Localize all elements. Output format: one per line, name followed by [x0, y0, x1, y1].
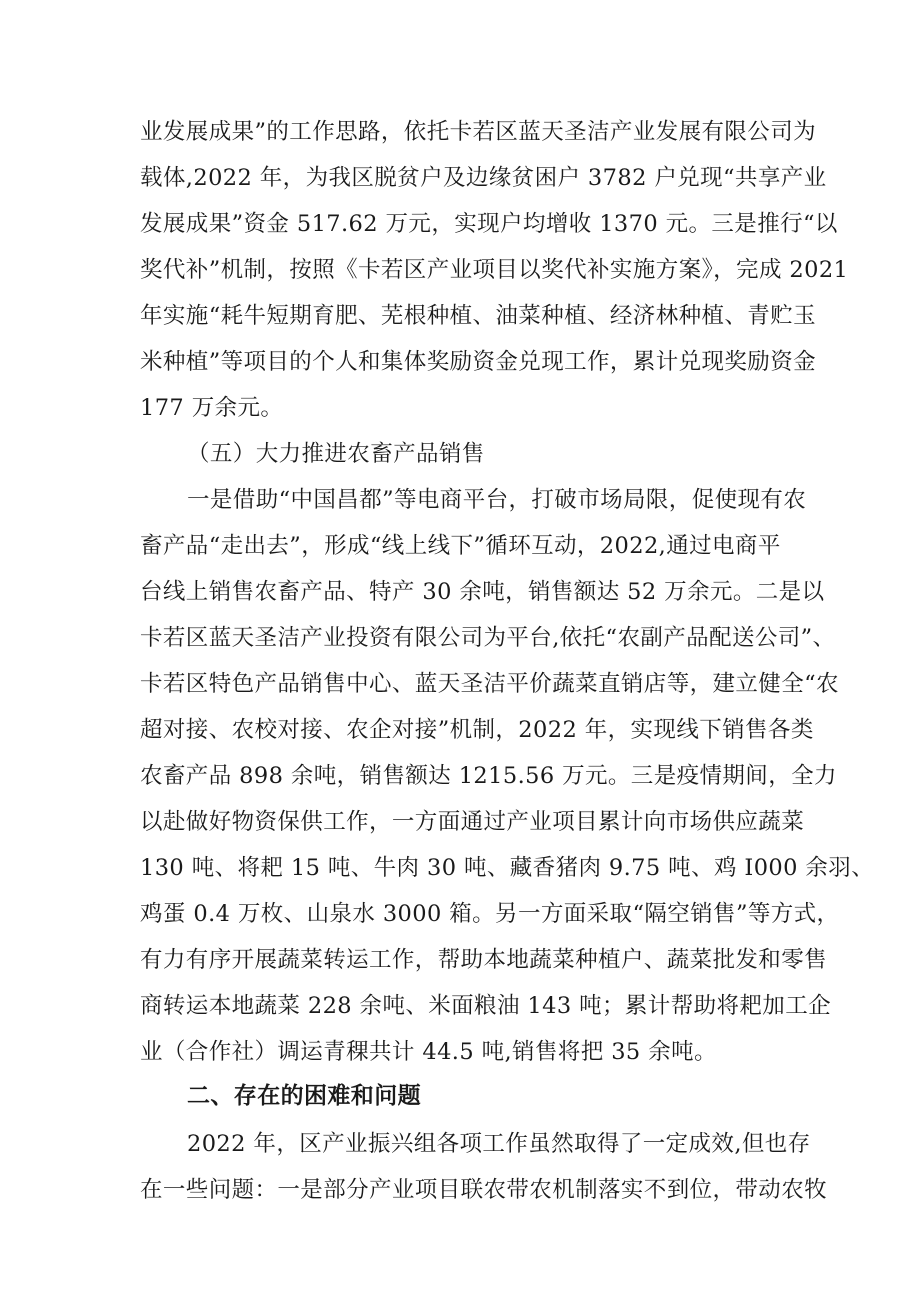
- paragraph-first-line: 2022 年，区产业振兴组各项工作虽然取得了一定成效,但也存: [187, 1131, 811, 1157]
- text-line: 发展成果”资金 517.62 万元，实现户均增收 1370 元。三是推行“以: [140, 211, 838, 237]
- text-line: 年实施“耗牛短期育肥、芜根种植、油菜种植、经济林种植、青贮玉: [140, 303, 817, 329]
- text-line: 卡若区蓝天圣洁产业投资有限公司为平台,依托“农副产品配送公司”、: [140, 625, 836, 651]
- text-line: 卡若区特色产品销售中心、蓝天圣洁平价蔬菜直销店等，建立健全“农: [140, 671, 839, 697]
- text-line: 130 吨、将耙 15 吨、牛肉 30 吨、藏香猪肉 9.75 吨、鸡 I000 余羽、: [140, 855, 875, 881]
- text-line: 有力有序开展蔬菜转运工作，帮助本地蔬菜种植户、蔬菜批发和零售: [140, 947, 828, 973]
- text-line: 载体,2022 年，为我区脱贫户及边缘贫困户 3782 户兑现“共享产业: [140, 165, 827, 191]
- paragraph-first-line: 一是借助“中国昌都”等电商平台，打破市场局限，促使现有农: [187, 487, 807, 513]
- section-heading: 二、存在的困难和问题: [187, 1083, 421, 1109]
- paragraph-end-line: 业（合作社）调运青稞共计 44.5 吨,销售将把 35 余吨。: [140, 1039, 717, 1065]
- text-line: 鸡蛋 0.4 万枚、山泉水 3000 箱。另一方面采取“隔空销售”等方式，: [140, 901, 840, 927]
- text-line: 业发展成果”的工作思路，依托卡若区蓝天圣洁产业发展有限公司为: [140, 119, 817, 145]
- text-line: 以赴做好物资保供工作，一方面通过产业项目累计向市场供应蔬菜: [140, 809, 805, 835]
- text-line: 畜产品“走出去”，形成“线上线下”循环互动，2022,通过电商平: [140, 533, 781, 559]
- text-line: 台线上销售农畜产品、特产 30 余吨，销售额达 52 万余元。二是以: [140, 579, 825, 605]
- text-line: 米种植”等项目的个人和集体奖励资金兑现工作，累计兑现奖励资金: [140, 349, 817, 375]
- text-line: 超对接、农校对接、农企对接”机制，2022 年，实现线下销售各类: [140, 717, 814, 743]
- section-subheading: （五）大力推进农畜产品销售: [187, 441, 485, 467]
- text-line: 在一些问题：一是部分产业项目联农带农机制落实不到位，带动农牧: [140, 1177, 828, 1203]
- paragraph-end-line: 177 万余元。: [140, 395, 284, 421]
- text-line: 农畜产品 898 余吨，销售额达 1215.56 万元。三是疫情期间，全力: [140, 763, 837, 789]
- text-line: 商转运本地蔬菜 228 余吨、米面粮油 143 吨；累计帮助将耙加工企: [140, 993, 832, 1019]
- text-line: 奖代补”机制，按照《卡若区产业项目以奖代补实施方案》，完成 2021: [140, 257, 849, 283]
